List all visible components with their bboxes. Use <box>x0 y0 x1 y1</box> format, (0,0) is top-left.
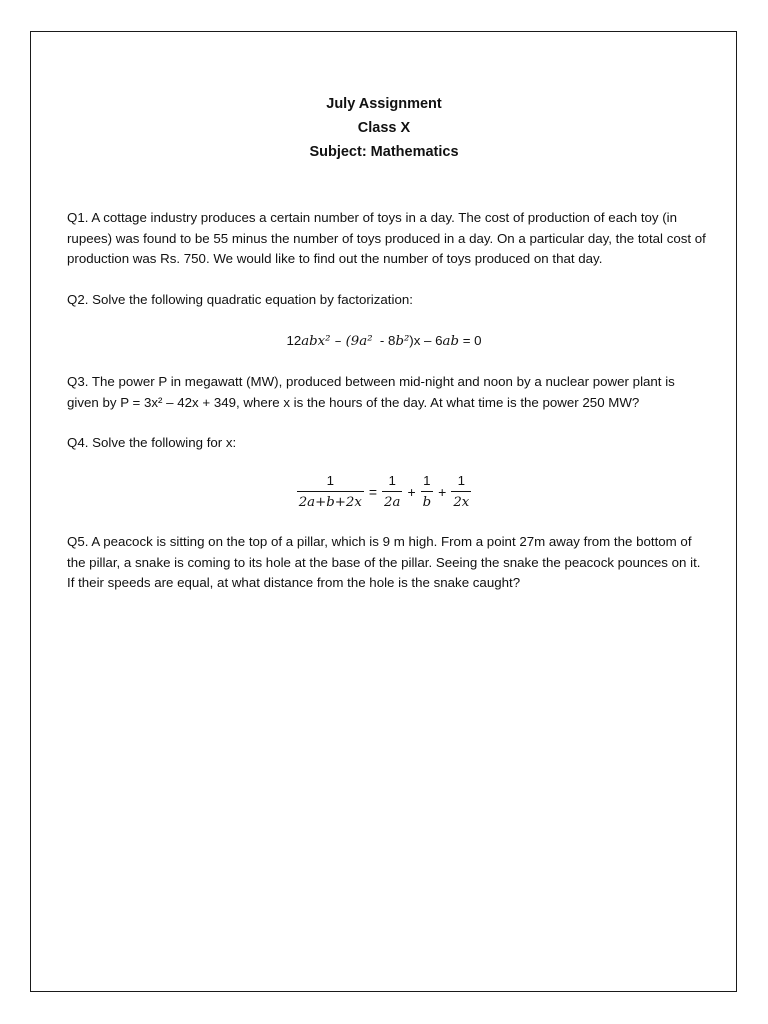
class-label: Class X <box>357 120 411 136</box>
page-border <box>30 31 737 992</box>
question-2-equation: 12abx² – (9a² - 8b²)x – 6ab = 0 <box>286 333 482 349</box>
plus-sign-1: + <box>407 483 416 500</box>
lhs-fraction: $\frac{1}{2a+b+2x}$ <box>298 473 362 510</box>
subject-label: Subject: Mathematics <box>309 144 459 160</box>
question-4: Q4. Solve the following for x: <box>67 435 237 450</box>
equals-sign: = <box>368 483 378 500</box>
question-5: Q5. A peacock is sitting on the top of a pillar, which is 9 m high. From a point 27m away from the bottom of the pillar, a snake is coming to its hole at the base of the pillar. Seeing the snake the peacock pounces on it. If their speeds are equal, at what distance from the hole is the snake caught? <box>67 534 701 590</box>
term-3-fraction: $\frac{1}{2x}$ <box>453 473 470 510</box>
term-1-fraction: $\frac{1}{2a}$ <box>384 473 401 510</box>
term-2-fraction: $\frac{1}{b}$ <box>422 473 432 510</box>
question-1: Q1. A cottage industry produces a certain number of toys in a day. The cost of production of each toy (in rupees) was found to be 55 minus the number of toys produced in a day. On a particular day, the total cost of production was Rs. 750. We would like to find out the number of toys produced on that day. <box>67 210 706 266</box>
question-3: Q3. The power P in megawatt (MW), produced between mid-night and noon by a nuclear power plant is given by P = 3x² – 42x + 349, where x is the hours of the day. At what time is the power 250 MW? <box>67 374 675 410</box>
plus-sign-2: + <box>438 483 447 500</box>
question-4-equation <box>0 472 768 511</box>
assignment-title: July Assignment <box>326 96 442 112</box>
question-2: Q2. Solve the following quadratic equation by factorization: <box>67 292 413 307</box>
